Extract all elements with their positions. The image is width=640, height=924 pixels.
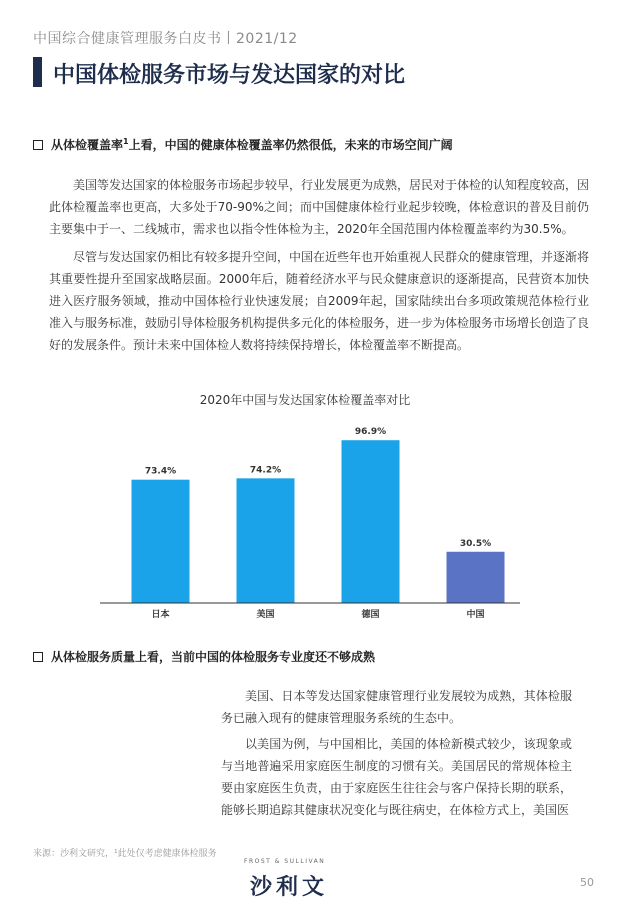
section-title-bar: [33, 57, 42, 87]
paragraph-coverage: 美国等发达国家的体检服务市场起步较早，行业发展更为成熟，居民对于体检的认知程度较高，因此体检覆盖率也更高，大多处于70-90%之间；而中国健康体检行业起步较晚，体检意识的普及目前仍主要集中于一、二线城市，需求也以指令性体检为主，2020年全国范围内体检覆盖率约为30.5%。: [49, 178, 590, 236]
bullet-coverage: [33, 136, 453, 153]
bar-value-label: 73.4%: [144, 466, 177, 477]
paragraph-us-example: 以美国为例，与中国相比，美国的体检新模式较少，该现象或与当地普遍采用家庭医生制度的习惯有关。美国居民的常规体检主要由家庭医生负责，由于家庭医生往往会与客户保持长期的联系，能够长期追踪其健康状况变化与既往病史，在体检方式上，美国医: [221, 737, 572, 817]
bar-0: [132, 480, 190, 603]
bar-value-label: 96.9%: [354, 427, 387, 438]
x-tick-label: 中国: [466, 610, 485, 620]
bar-value-label: 30.5%: [459, 538, 492, 549]
bullet-coverage-text: 从体检覆盖率$^1$上看，中国的健康体检覆盖率仍然很低，未来的市场空间广阔: [51, 137, 453, 152]
paragraph-developed-countries: 美国、日本等发达国家健康管理行业发展较为成熟，其体检服务已融入现有的健康管理服务系统的生态中。: [221, 689, 572, 725]
bar-value-label: 74.2%: [249, 465, 282, 476]
bar-chart: [90, 410, 530, 620]
bullet-quality-text: 从体检服务质量上看，当前中国的体检服务专业度还不够成熟: [51, 650, 376, 664]
chart-title: 2020年中国与发达国家体检覆盖率对比: [199, 393, 411, 407]
logo-frost-sullivan: FROST & SULLIVAN: [244, 858, 326, 865]
paragraph-development: 尽管与发达国家仍相比有较多提升空间，中国在近些年也开始重视人民群众的健康管理，并逐渐将其重要性提升至国家战略层面。2000年后，随着经济水平与民众健康意识的逐渐提高，民营资本加快进入医疗服务领域，推动中国体检行业快速发展；自2009年起，国家陆续出台多项政策规范体检行业准入与服务标准，鼓励引导体检服务机构提供多元化的体检服务，进一步为体检服务市场增长创造了良好的发展条件。预计未来中国体检人数将持续保持增长，体检覆盖率不断提高。: [49, 250, 590, 352]
x-tick-label: 德国: [361, 610, 380, 620]
logo-shaliwen: 沙利文: [250, 875, 329, 900]
section-title: 中国体检服务市场与发达国家的对比: [53, 63, 406, 88]
checkbox-bullet-icon: [33, 652, 43, 662]
document-header: 中国综合健康管理服务白皮书丨2021/12: [33, 31, 298, 47]
bar-3: [447, 552, 505, 603]
x-tick-label: 美国: [256, 610, 275, 620]
bar-1: [237, 478, 295, 603]
source-note: 来源：沙利文研究，¹此处仅考虑健康体检服务: [33, 849, 217, 859]
checkbox-bullet-icon: [33, 140, 43, 150]
x-tick-label: 日本: [151, 610, 170, 620]
bar-2: [342, 440, 400, 603]
bullet-quality: [33, 648, 375, 665]
page-number: 50: [580, 876, 594, 889]
